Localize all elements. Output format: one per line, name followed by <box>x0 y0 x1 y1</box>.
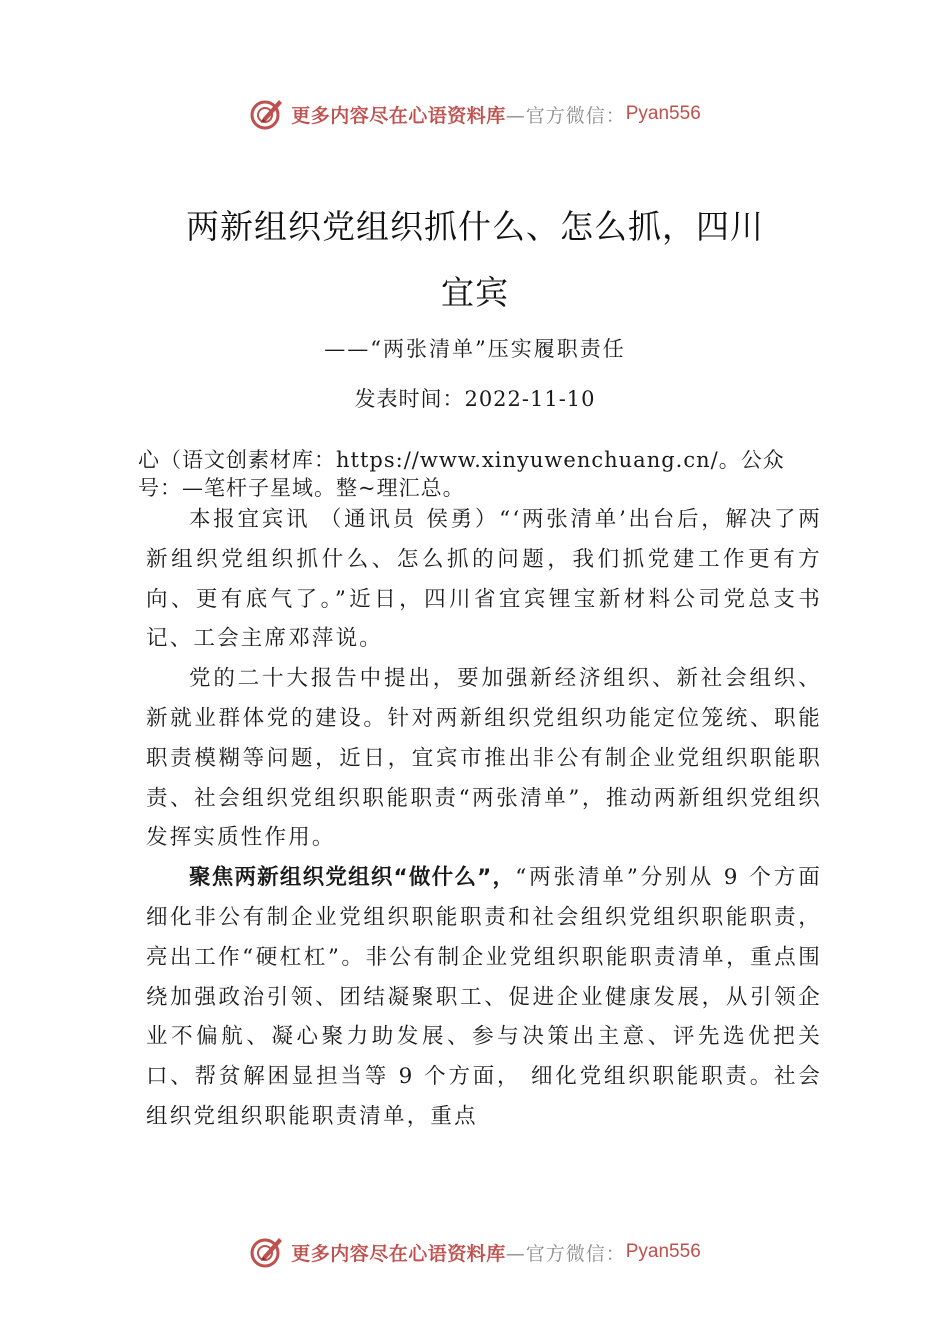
quill-pen-circle-icon <box>249 96 285 132</box>
publish-date: 发表时间：2022-11-10 <box>354 387 596 411</box>
paragraph-3-text: “两张清单”分别从 9 个方面细化非公有制企业党组织职能职责和社会组织党组织职能职责，亮出工作“硬杠杠”。非公有制企业党组织职能职责清单，重点围绕加强政治引领、团结凝聚职工、促进企业健康发展，从引领企业不偏航、凝心聚力助发展、参与决策出主意、评先选优把关口、帮贫解困显担当等 9 个方面， 细化党组织职能职责。社会组织党组织职能职责清单，重点 <box>146 865 822 1129</box>
source-note <box>138 446 838 502</box>
paragraph-2: 党的二十大报告中提出，要加强新经济组织、新社会组织、新就业群体党的建设。针对两新组织党组织功能定位笼统、职能职责模糊等问题，近日，宜宾市推出非公有制企业党组织职能职责、社会组织党组织职能职责“两张清单”，推动两新组织党组织发挥实质性作用。 <box>146 666 822 851</box>
article-body <box>146 500 822 1137</box>
paragraph-3-lead: 聚焦两新组织党组织“做什么”， <box>189 865 516 891</box>
watermark-text: 更多内容尽在心语资料库 <box>291 1242 506 1265</box>
watermark-account: Pyan556 <box>625 1241 701 1262</box>
footer-watermark <box>0 1232 950 1272</box>
watermark-separator: —官方微信： <box>505 104 626 127</box>
watermark-text: 更多内容尽在心语资料库 <box>291 104 506 127</box>
header-watermark <box>0 94 950 134</box>
paragraph-1: 本报宜宾讯 （通讯员 侯勇）“‘两张清单’出台后，解决了两新组织党组织抓什么、怎么抓的问题，我们抓党建工作更有方向、更有底气了。”近日，四川省宜宾锂宝新材料公司党总支书记、工会主席邓萍说。 <box>146 507 822 652</box>
article-subtitle: ——“两张清单”压实履职责任 <box>324 337 626 361</box>
watermark-account: Pyan556 <box>625 103 701 124</box>
paragraph-3 <box>146 858 822 1137</box>
article-title-line-1: 两新组织党组织抓什么、怎么抓，四川 <box>186 207 764 246</box>
watermark-separator: —官方微信： <box>505 1242 626 1265</box>
quill-pen-circle-icon <box>249 1234 285 1270</box>
article-title-line-2: 宜宾 <box>441 273 509 312</box>
source-line-2: 号：—笔杆子星域。整~理汇总。 <box>138 476 465 500</box>
source-line-1: 心（语文创素材库：https://www.xinyuwenchuang.cn/。公众 <box>138 448 785 472</box>
